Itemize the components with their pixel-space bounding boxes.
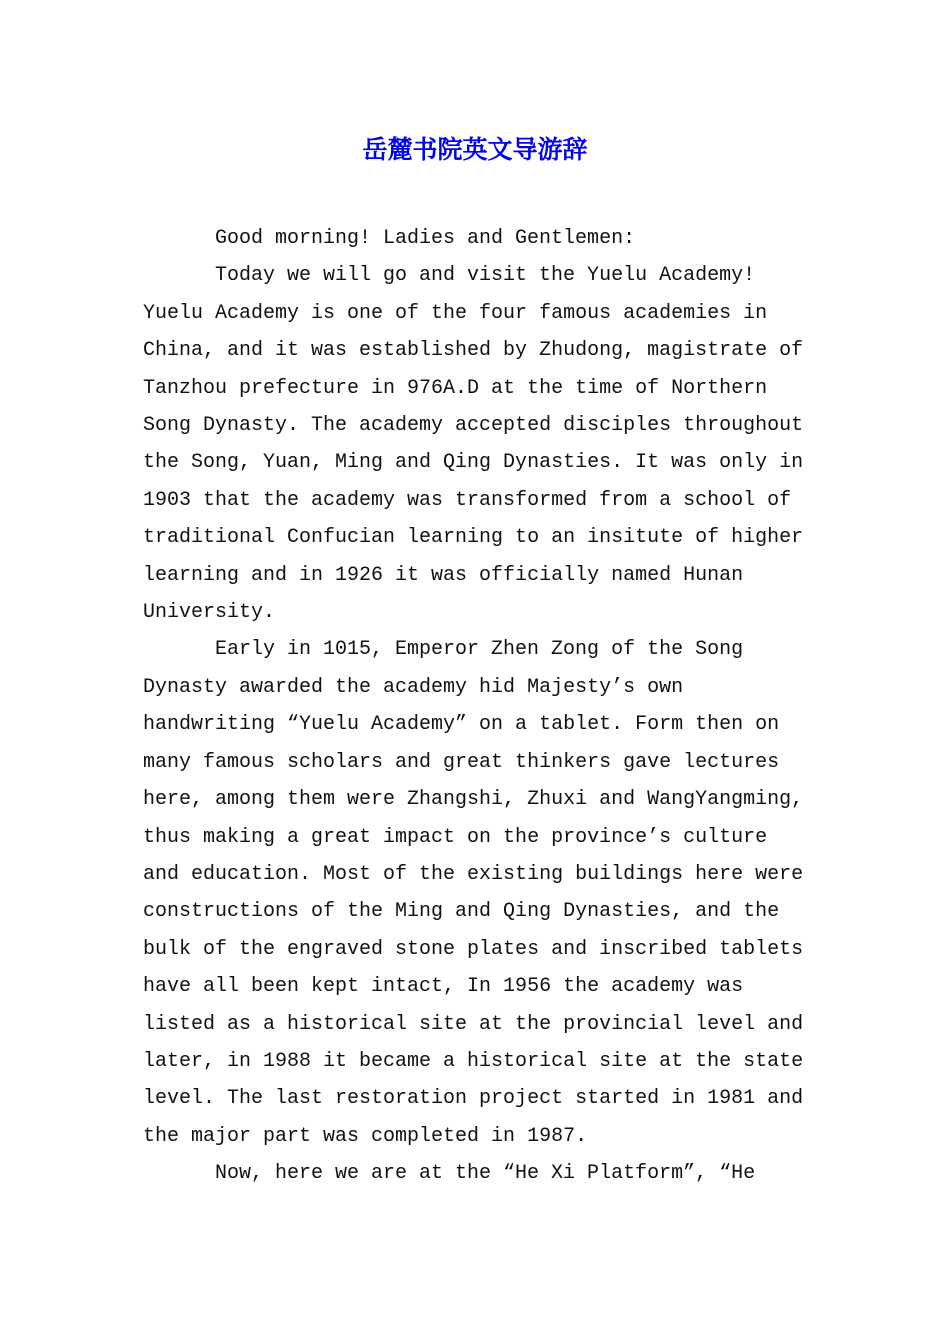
paragraph-history: Early in 1015, Emperor Zhen Zong of the Song Dynasty awarded the academy hid Majesty’s own handwriting “Yuelu Academy” on a tablet. Form then on many famous scholars and great thinkers gave lectures here, among them were Zhangshi, Zhuxi and WangYangming, thus making a great impact on the province’s culture and education. Most of the existing buildings here were constructions of the Ming and Qing Dynasties, and the bulk of the engraved stone plates and inscribed tablets have all been kept intact, In 1956 the academy was listed as a historical site at the provincial level and later, in 1988 it became a historical site at the state level. The last restoration project started in 1981 and the major part was completed in 1987. xyxy=(143,638,816,1148)
paragraph-hexi-platform: Now, here we are at the “He Xi Platform”, “He xyxy=(215,1162,756,1186)
document-body xyxy=(143,220,816,1193)
paragraph-introduction: Today we will go and visit the Yuelu Academy! Yuelu Academy is one of the four famous academies in China, and it was established by Zhudong, magistrate of Tanzhou prefecture in 976A.D at the time of Northern Song Dynasty. The academy accepted disciples throughout the Song, Yuan, Ming and Qing Dynasties. It was only in 1903 that the academy was transformed from a school of traditional Confucian learning to an insitute of higher learning and in 1926 it was officially named Hunan University. xyxy=(143,264,816,625)
paragraph-greeting: Good morning! Ladies and Gentlemen: xyxy=(215,227,636,250)
page-title: 岳麓书院英文导游辞 xyxy=(362,135,588,164)
